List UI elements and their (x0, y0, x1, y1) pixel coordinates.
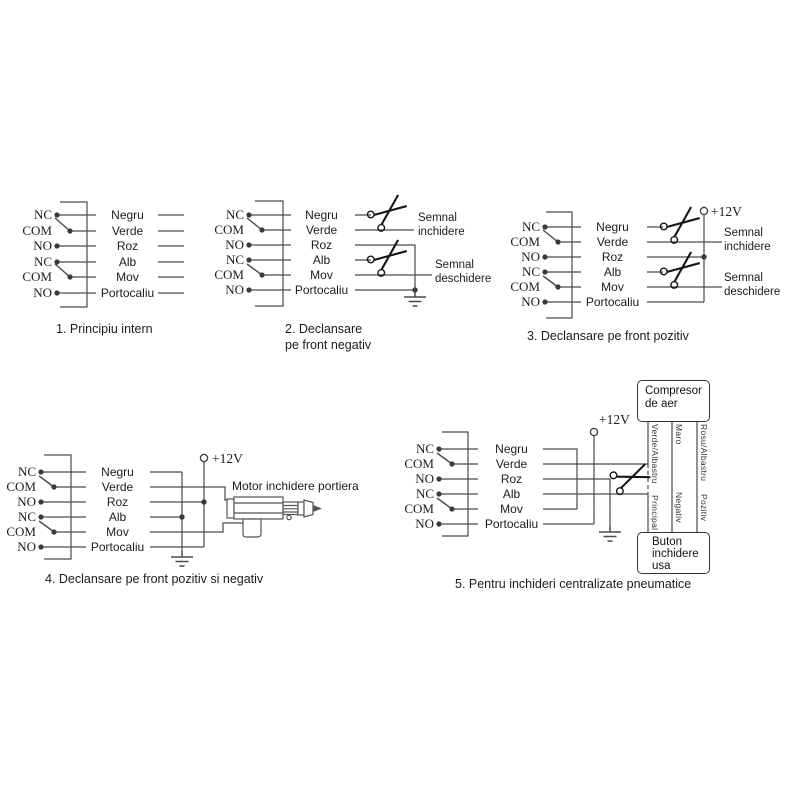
d4-supply-label: +12V (212, 451, 243, 466)
d2-signal-close-label: Semnal inchidere (418, 212, 465, 238)
d1-terminal-no1: NO (33, 238, 52, 253)
d3-terminal-nc2: NC (521, 264, 540, 279)
d4-junction-dot (201, 499, 206, 504)
d3-wire-mov: Mov (601, 280, 624, 294)
d5-compressor-box: Compresor de aer (637, 380, 710, 422)
d5-pneu-wire-verde-albastru: Verde/Albastru (650, 424, 660, 484)
d3-terminal-nc1: NC (521, 219, 540, 234)
d1-terminal-nc1: NC (33, 207, 52, 222)
d2-wire-alb: Alb (312, 253, 331, 267)
d5-supply-label: +12V (599, 412, 630, 427)
d4-terminal-com2: COM (6, 524, 36, 539)
d2-wire-negru: Negru (305, 208, 338, 222)
d5-pneu-wire-negativ: Negativ (674, 492, 684, 523)
d1-title: 1. Principiu intern (56, 322, 153, 336)
d4-terminal-no1: NO (17, 494, 36, 509)
d2-terminal-no1: NO (225, 237, 244, 252)
d5-terminal-com1: COM (404, 456, 434, 471)
d4-motor-label: Motor inchidere portiera (232, 479, 359, 493)
d5-terminal-no2: NO (415, 516, 434, 531)
d4-terminal-no2: NO (17, 539, 36, 554)
d5-terminal-nc1: NC (415, 441, 434, 456)
d4-wire-portocaliu: Portocaliu (90, 540, 145, 554)
door-lock-actuator-drawing (227, 497, 322, 537)
d4-terminal-nc1: NC (17, 464, 36, 479)
d1-wire-negru: Negru (111, 208, 144, 222)
d5-wire-roz: Roz (500, 472, 523, 486)
d4-relay-block (38, 454, 322, 566)
d4-wire-roz: Roz (106, 495, 129, 509)
scissors-icon (366, 236, 410, 277)
ground-icon (599, 526, 621, 541)
d3-terminal-no2: NO (521, 294, 540, 309)
supply-terminal (590, 428, 597, 435)
d4-wire-negru: Negru (101, 465, 134, 479)
d1-wire-alb: Alb (118, 255, 137, 269)
d4-terminal-com1: COM (6, 479, 36, 494)
d4-wire-verde: Verde (101, 480, 134, 494)
d2-terminal-nc1: NC (225, 207, 244, 222)
d5-terminal-nc2: NC (415, 486, 434, 501)
d5-terminal-no1: NO (415, 471, 434, 486)
d3-terminal-com2: COM (510, 279, 540, 294)
d3-terminal-com1: COM (510, 234, 540, 249)
d5-button-box: Buton inchidere usa (637, 532, 710, 574)
ground-icon (171, 551, 193, 566)
d5-pneu-wire-pozitiv: Pozitiv (699, 494, 709, 522)
d5-wire-alb: Alb (502, 487, 521, 501)
d3-junction-dot (701, 254, 706, 259)
d2-terminal-nc2: NC (225, 252, 244, 267)
d2-wire-roz: Roz (310, 238, 333, 252)
d3-wire-roz: Roz (601, 250, 624, 264)
scissors-icon (659, 203, 703, 244)
d5-wire-mov: Mov (500, 502, 523, 516)
d2-terminal-com2: COM (214, 267, 244, 282)
d1-wire-portocaliu: Portocaliu (100, 286, 155, 300)
d3-wire-verde: Verde (596, 235, 629, 249)
d2-signal-open-label: Semnal deschidere (435, 259, 492, 285)
d2-title-line1: 2. Declansare (285, 322, 363, 336)
d5-wire-portocaliu: Portocaliu (484, 517, 539, 531)
d4-wire-mov: Mov (106, 525, 129, 539)
d1-wire-roz: Roz (116, 239, 139, 253)
d3-signal-close-label: Semnal inchidere (724, 227, 771, 253)
d2-wire-portocaliu: Portocaliu (294, 283, 349, 297)
ground-icon (404, 291, 426, 306)
d2-title-line2: pe front negativ (285, 338, 372, 352)
d5-pneu-wire-maro: Maro (674, 424, 684, 445)
d1-terminal-no2: NO (33, 285, 52, 300)
scissors-icon (366, 191, 410, 232)
scissors-icon (609, 460, 652, 496)
d5-pneu-wire-rosu-albastru: Rosu/Albastru (699, 424, 709, 482)
d1-terminal-com1: COM (22, 223, 52, 238)
d3-title: 3. Declansare pe front pozitiv (527, 329, 689, 343)
d4-title: 4. Declansare pe front pozitiv si negativ (45, 572, 264, 586)
d5-pneu-wire-principal: Principal (650, 495, 660, 531)
scissors-icon (659, 248, 703, 289)
d3-wire-alb: Alb (603, 265, 622, 279)
d2-wire-verde: Verde (305, 223, 338, 237)
d4-junction-dot (179, 514, 184, 519)
d4-wire-alb: Alb (108, 510, 127, 524)
supply-terminal (700, 207, 707, 214)
d5-wire-verde: Verde (495, 457, 528, 471)
d3-wire-negru: Negru (596, 220, 629, 234)
d1-wire-verde: Verde (111, 224, 144, 238)
d4-terminal-nc2: NC (17, 509, 36, 524)
d5-wire-negru: Negru (495, 442, 528, 456)
supply-terminal (200, 454, 207, 461)
d2-terminal-no2: NO (225, 282, 244, 297)
d1-terminal-nc2: NC (33, 254, 52, 269)
d2-wire-mov: Mov (310, 268, 333, 282)
d1-terminal-com2: COM (22, 269, 52, 284)
d1-wire-mov: Mov (116, 270, 139, 284)
d2-terminal-com1: COM (214, 222, 244, 237)
d3-terminal-no1: NO (521, 249, 540, 264)
d3-signal-open-label: Semnal deschidere (724, 272, 781, 298)
d5-terminal-com2: COM (404, 501, 434, 516)
d5-title: 5. Pentru inchideri centralizate pneumatice (455, 577, 692, 591)
d3-supply-label: +12V (711, 204, 742, 219)
d3-wire-portocaliu: Portocaliu (585, 295, 640, 309)
